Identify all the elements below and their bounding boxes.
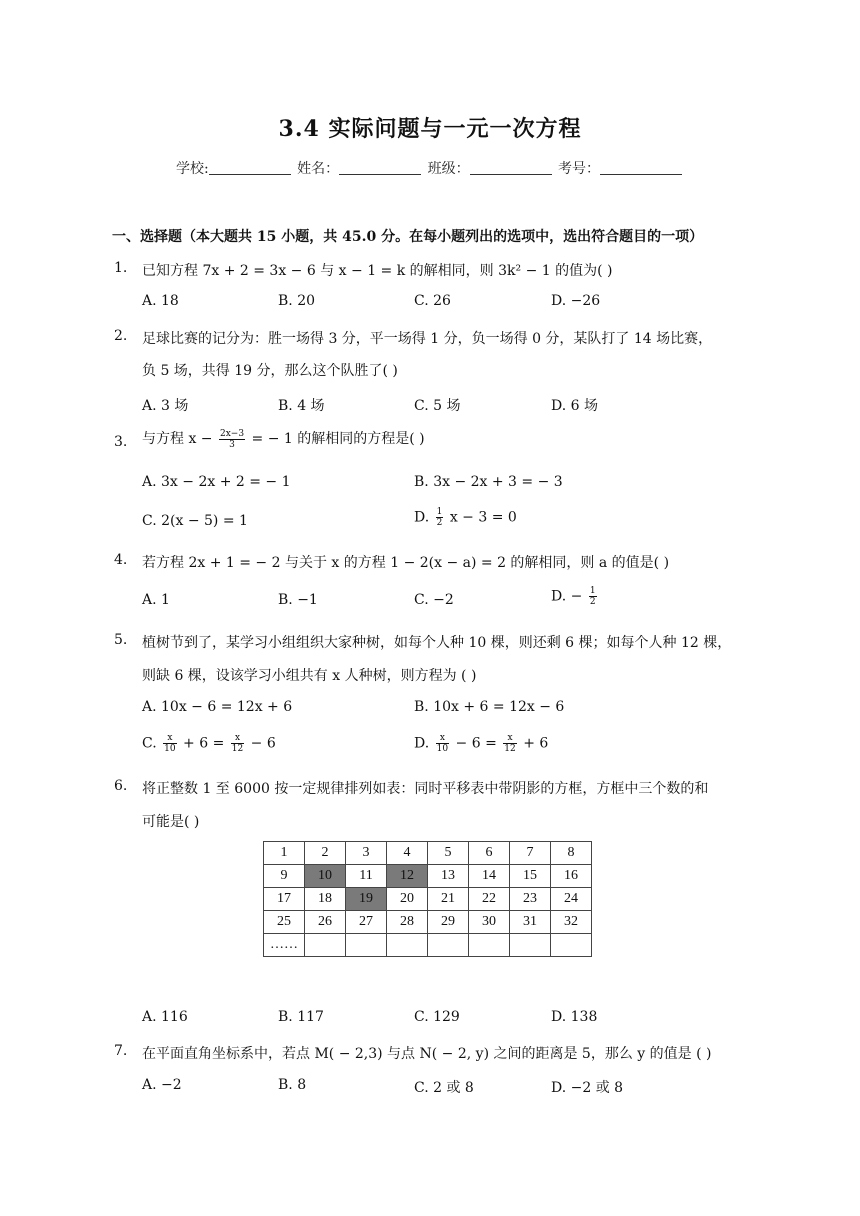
q3-option-c: C. 2(x − 5) = 1 (142, 513, 248, 529)
grid-cell (551, 934, 592, 957)
q5-option-a: A. 10x − 6 = 12x + 6 (142, 699, 293, 715)
q5-d-frac1-num: x (436, 733, 449, 744)
q4-option-d-frac-num: 1 (589, 586, 596, 596)
grid-cell: 8 (551, 842, 592, 865)
grid-row (264, 888, 592, 911)
q2-text-line1: 足球比赛的记分为：胜一场得 3 分，平一场得 1 分，负一场得 0 分，某队打了 14 场比赛， (142, 331, 713, 347)
q1-option-c: C. 26 (414, 293, 451, 309)
grid-cell: 1 (264, 842, 305, 865)
q5-option-c (142, 733, 276, 754)
q4-option-d (551, 586, 599, 607)
q5-d-frac1 (436, 733, 449, 754)
q6-option-c: C. 129 (414, 1009, 460, 1025)
q7-text: 在平面直角坐标系中，若点 M( − 2,3) 与点 N( − 2, y) 之间的距离是 5，那么 y 的值是 ( ) (142, 1046, 712, 1062)
q5-option-d-label: D. (414, 735, 430, 752)
grid-cell (510, 934, 551, 957)
grid-cell: 15 (510, 865, 551, 888)
grid-cell: 28 (387, 911, 428, 934)
class-blank (470, 162, 552, 175)
grid-cell (387, 934, 428, 957)
q4-option-d-frac-den: 2 (589, 597, 596, 607)
exam-no-label: 考号： (558, 161, 601, 177)
q4-option-b: B. −1 (278, 592, 318, 608)
grid-cell: 25 (264, 911, 305, 934)
q1-option-d: D. −26 (551, 293, 601, 309)
q6-number: 6. (114, 778, 128, 794)
q6-option-d: D. 138 (551, 1009, 598, 1025)
grid-cell: 7 (510, 842, 551, 865)
grid-cell: 10 (305, 865, 346, 888)
grid-cell: 20 (387, 888, 428, 911)
q5-d-end: + 6 (523, 735, 549, 752)
exam-no-blank (600, 162, 682, 175)
q6-option-b: B. 117 (278, 1009, 324, 1025)
class-label: 班级： (427, 161, 470, 177)
grid-row (264, 865, 592, 888)
grid-cell: …… (264, 934, 305, 957)
grid-cell: 19 (346, 888, 387, 911)
q3-option-d (414, 507, 517, 528)
number-grid-table (263, 841, 592, 957)
q6-option-a: A. 116 (142, 1009, 188, 1025)
q2-option-c: C. 5 场 (414, 398, 461, 414)
q5-option-c-label: C. (142, 735, 157, 752)
name-label: 姓名： (297, 161, 340, 177)
q6-text-line1: 将正整数 1 至 6000 按一定规律排列如表：同时平移表中带阴影的方框，方框中三个数的和 (142, 781, 709, 797)
q5-option-b: B. 10x + 6 = 12x − 6 (414, 699, 565, 715)
school-label: 学校: (175, 161, 209, 177)
q3-text (142, 428, 425, 450)
grid-cell: 6 (469, 842, 510, 865)
grid-cell: 16 (551, 865, 592, 888)
q4-text: 若方程 2x + 1 = − 2 与关于 x 的方程 1 − 2(x − a) = 2 的解相同，则 a 的值是( ) (142, 555, 670, 571)
grid-cell: 17 (264, 888, 305, 911)
grid-cell (469, 934, 510, 957)
q5-text-line1: 植树节到了，某学习小组组织大家种树，如每个人种 10 棵，则还剩 6 棵；如每个人种 12 棵， (142, 635, 732, 651)
grid-cell: 31 (510, 911, 551, 934)
grid-cell (305, 934, 346, 957)
q5-d-mid: − 6 = (455, 735, 497, 752)
grid-cell: 4 (387, 842, 428, 865)
grid-cell: 2 (305, 842, 346, 865)
q4-option-c: C. −2 (414, 592, 454, 608)
q3-fraction (219, 429, 245, 450)
q5-option-d (414, 733, 548, 754)
grid-cell: 12 (387, 865, 428, 888)
student-info-line (0, 158, 860, 178)
grid-cell: 32 (551, 911, 592, 934)
q2-number: 2. (114, 328, 128, 344)
q7-number: 7. (114, 1043, 128, 1059)
q3-option-d-post: x − 3 = 0 (449, 509, 517, 526)
page-title: 3.4 实际问题与一元一次方程 (278, 116, 582, 142)
q7-option-c: C. 2 或 8 (414, 1080, 474, 1096)
q1-text: 已知方程 7x + 2 = 3x − 6 与 x − 1 = k 的解相同，则 3k² − 1 的值为( ) (142, 263, 613, 279)
q5-c-end: − 6 (250, 735, 276, 752)
grid-cell: 3 (346, 842, 387, 865)
q6-text-line2: 可能是( ) (142, 814, 200, 830)
grid-cell: 22 (469, 888, 510, 911)
grid-row (264, 934, 592, 957)
q3-option-b: B. 3x − 2x + 3 = − 3 (414, 474, 563, 490)
grid-cell: 24 (551, 888, 592, 911)
q3-text-post: = − 1 的解相同的方程是( ) (251, 431, 425, 447)
q3-frac-den: 3 (229, 439, 235, 450)
q4-option-d-label: D. − (551, 588, 583, 605)
q1-number: 1. (114, 260, 128, 276)
grid-cell (346, 934, 387, 957)
grid-cell: 9 (264, 865, 305, 888)
q4-option-a: A. 1 (142, 592, 170, 608)
q3-option-a: A. 3x − 2x + 2 = − 1 (142, 474, 291, 490)
q5-c-frac1-num: x (163, 733, 176, 744)
q5-c-frac1-den: 10 (164, 744, 176, 754)
q3-frac-num: 2x−3 (219, 428, 245, 439)
q3-option-d-frac-num: 1 (436, 507, 443, 517)
q5-c-mid: + 6 = (183, 735, 225, 752)
q4-option-d-fraction (589, 586, 597, 607)
q5-d-frac2 (503, 733, 516, 754)
grid-cell: 29 (428, 911, 469, 934)
q7-option-d: D. −2 或 8 (551, 1080, 624, 1096)
section-heading: 一、选择题（本大题共 15 小题，共 45.0 分。在每小题列出的选项中，选出符合题目的一项） (112, 229, 704, 245)
q1-option-b: B. 20 (278, 293, 316, 309)
q5-c-frac2 (231, 733, 244, 754)
q5-d-frac2-den: 12 (504, 744, 516, 754)
q5-text-line2: 则缺 6 棵，设该学习小组共有 x 人种树，则方程为 ( ) (142, 668, 477, 684)
q2-option-b: B. 4 场 (278, 398, 325, 414)
grid-cell: 21 (428, 888, 469, 911)
school-blank (209, 162, 291, 175)
q2-text-line2: 负 5 场，共得 19 分，那么这个队胜了( ) (142, 363, 398, 379)
q5-d-frac1-den: 10 (436, 744, 449, 754)
q5-c-frac2-num: x (231, 733, 244, 744)
grid-cell: 30 (469, 911, 510, 934)
q5-c-frac1 (163, 733, 176, 754)
grid-cell: 11 (346, 865, 387, 888)
name-blank (339, 162, 421, 175)
q1-option-a: A. 18 (142, 293, 179, 309)
q3-text-pre: 与方程 x − (142, 431, 213, 447)
q2-option-d: D. 6 场 (551, 398, 598, 414)
grid-cell: 27 (346, 911, 387, 934)
q3-option-d-label: D. (414, 509, 430, 526)
q3-number: 3. (114, 434, 128, 450)
q2-option-a: A. 3 场 (142, 398, 189, 414)
grid-cell: 18 (305, 888, 346, 911)
q3-option-d-fraction (436, 507, 444, 528)
grid-cell (428, 934, 469, 957)
grid-cell: 14 (469, 865, 510, 888)
q3-option-d-frac-den: 2 (436, 518, 443, 528)
grid-row (264, 911, 592, 934)
q7-option-b: B. 8 (278, 1077, 307, 1093)
grid-row (264, 842, 592, 865)
q5-number: 5. (114, 632, 128, 648)
q7-option-a: A. −2 (142, 1077, 182, 1093)
grid-cell: 5 (428, 842, 469, 865)
grid-cell: 23 (510, 888, 551, 911)
grid-cell: 13 (428, 865, 469, 888)
q5-c-frac2-den: 12 (231, 744, 244, 754)
q5-d-frac2-num: x (503, 733, 516, 744)
grid-cell: 26 (305, 911, 346, 934)
q4-number: 4. (114, 552, 128, 568)
